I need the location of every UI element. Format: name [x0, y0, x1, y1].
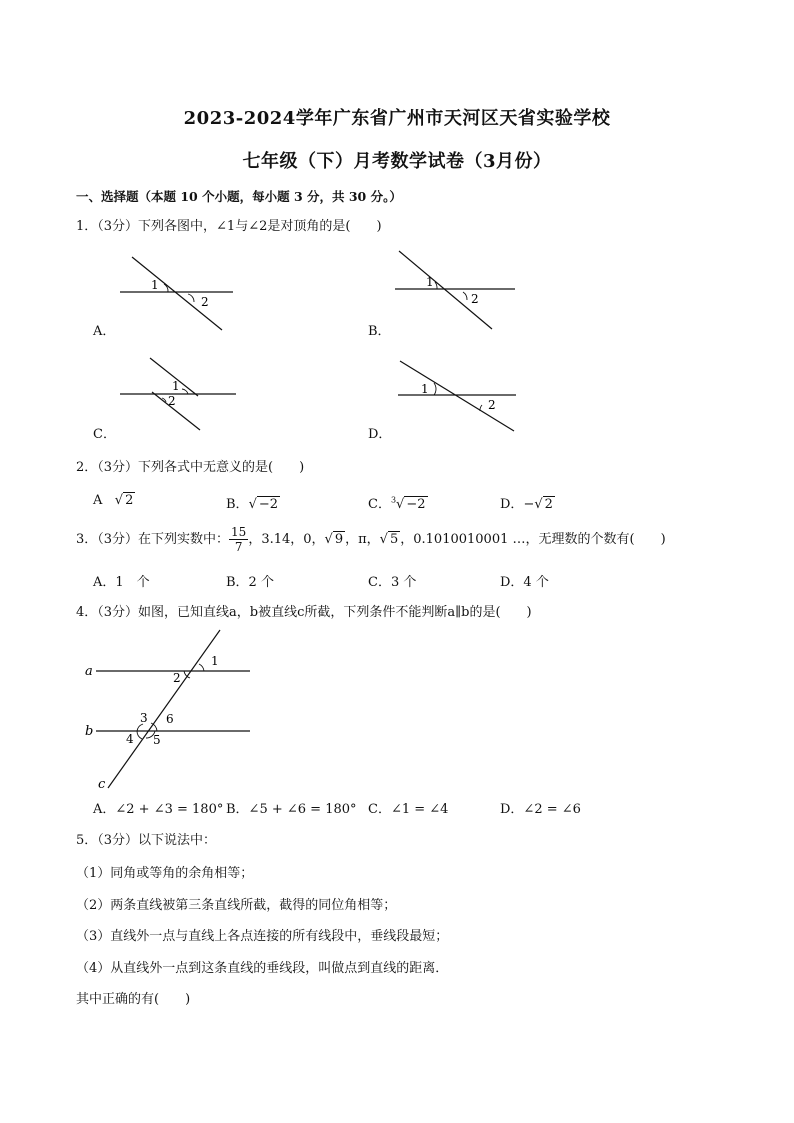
- q1-option-d: D．: [368, 427, 392, 442]
- q1-option-b: B．: [368, 324, 391, 339]
- q1c-arc-1: [182, 389, 188, 394]
- q2-option-d-sign: −: [523, 497, 535, 512]
- q1-figure-d: [396, 357, 520, 435]
- q4-angle-2: 2: [173, 671, 181, 685]
- q1b-transversal: [399, 251, 492, 329]
- q4-label-a: a: [85, 664, 93, 679]
- q1b-label-2: 2: [471, 292, 479, 306]
- q3-fraction-numerator: 15: [231, 525, 247, 539]
- q2-option-d: [500, 493, 555, 512]
- q1d-arc-1: [434, 383, 436, 395]
- q4-angle-5: 5: [153, 733, 161, 747]
- q5-item-4: （4）从直线外一点到这条直线的垂线段，叫做点到直线的距离．: [76, 961, 449, 976]
- question-4-stem: 4．（3分）如图，已知直线a，b被直线c所截，下列条件不能判断a∥b的是( ): [76, 605, 532, 620]
- q3-sep: ，3.14，0，: [248, 532, 325, 547]
- q3-option-a: A．1 个: [93, 575, 150, 590]
- sqrt-icon: √: [248, 497, 257, 512]
- q5-item-1: （1）同角或等角的余角相等；: [76, 866, 254, 881]
- q3-fraction-denominator: 7: [234, 540, 243, 554]
- q2-option-c-radicand: −2: [406, 497, 426, 512]
- question-3-stem: [76, 522, 666, 558]
- q1c-label-1: 1: [172, 379, 180, 393]
- q4-label-c: c: [98, 777, 106, 792]
- q1d-label-2: 2: [488, 398, 496, 412]
- q2-option-c-letter: C．: [368, 497, 391, 512]
- q3-option-c: C．3 个: [368, 575, 417, 590]
- q2-option-a-radicand: 2: [125, 493, 134, 508]
- sqrt-icon: √: [379, 532, 388, 547]
- q2-option-d-letter: D．: [500, 497, 524, 512]
- q4-label-b: b: [85, 724, 94, 739]
- q4-arc-3: [137, 724, 143, 731]
- q4-figure: [80, 628, 265, 793]
- q2-option-b-letter: B．: [226, 497, 249, 512]
- q1a-transversal: [132, 257, 222, 330]
- q3-sqrt5-radicand: 5: [389, 532, 399, 547]
- q5-item-2: （2）两条直线被第三条直线所截，截得的同位角相等；: [76, 898, 397, 913]
- q1-figure-b: [393, 249, 518, 331]
- question-5-stem: 5．（3分）以下说法中：: [76, 833, 217, 848]
- q2-option-b: [226, 493, 280, 512]
- q4-option-b: B．∠5 + ∠6 = 180°: [226, 802, 357, 817]
- q4-angle-3: 3: [140, 711, 148, 725]
- sqrt-icon: √: [114, 493, 124, 508]
- q2-option-c-index: 3: [390, 495, 397, 505]
- sqrt-icon: √: [534, 497, 543, 512]
- q4-option-d: D．∠2 = ∠6: [500, 802, 581, 817]
- q1d-label-1: 1: [421, 382, 429, 396]
- q3-fraction: [229, 525, 248, 554]
- q1c-label-2: 2: [168, 394, 176, 408]
- question-2-stem: 2．（3分）下列各式中无意义的是( ): [76, 460, 305, 475]
- q1d-transversal: [400, 361, 514, 431]
- q3-sqrt9-radicand: 9: [334, 532, 344, 547]
- q2-option-b-radicand: −2: [258, 497, 279, 512]
- q2-option-a-letter: A: [93, 493, 103, 508]
- q1a-label-1: 1: [151, 278, 159, 292]
- q4-angle-1: 1: [211, 654, 219, 668]
- q3-option-b: B．2 个: [226, 575, 274, 590]
- q1a-arc-2: [188, 294, 194, 302]
- q3-pi: ，π，: [345, 532, 380, 547]
- q4-option-a: A．∠2 + ∠3 = 180°: [93, 802, 224, 817]
- question-1-stem: 1．（3分）下列各图中，∠1与∠2是对顶角的是( ): [76, 219, 382, 234]
- sqrt-icon: √: [324, 532, 333, 547]
- page-title: 2023-2024学年广东省广州市天河区天省实验学校: [183, 108, 611, 129]
- q3-option-d: D．4 个: [500, 575, 549, 590]
- q1-figure-a: [118, 254, 238, 334]
- q2-option-d-radicand: 2: [544, 497, 553, 512]
- q2-option-c: [368, 493, 428, 512]
- page-subtitle: 七年级（下）月考数学试卷（3月份）: [242, 151, 552, 172]
- q4-line-c: [108, 630, 220, 788]
- q3-suffix: ，0.1010010001 …，无理数的个数有( ): [400, 532, 666, 547]
- q2-option-a: [93, 493, 135, 508]
- cube-root-icon: √: [396, 497, 405, 512]
- q4-arc-4: [137, 731, 142, 739]
- q5-footer: 其中正确的有( ): [76, 992, 191, 1007]
- q4-angle-6: 6: [166, 712, 174, 726]
- q4-option-c: C．∠1 = ∠4: [368, 802, 449, 817]
- q1-option-c: C．: [93, 427, 116, 442]
- q1c-lower-segment: [152, 392, 200, 430]
- q4-arc-1: [199, 664, 204, 671]
- q1-option-a: A．: [93, 324, 116, 339]
- q5-item-3: （3）直线外一点与直线上各点连接的所有线段中，垂线段最短；: [76, 929, 449, 944]
- q1a-label-2: 2: [201, 295, 209, 309]
- q4-angle-4: 4: [126, 732, 134, 746]
- q1-figure-c: [118, 356, 240, 434]
- q3-prefix: 3．（3分）在下列实数中：: [76, 532, 230, 547]
- section-heading: 一、选择题（本题 10 个小题，每小题 3 分，共 30 分。）: [76, 189, 402, 204]
- q1b-arc-2: [463, 292, 467, 300]
- q1b-label-1: 1: [426, 275, 434, 289]
